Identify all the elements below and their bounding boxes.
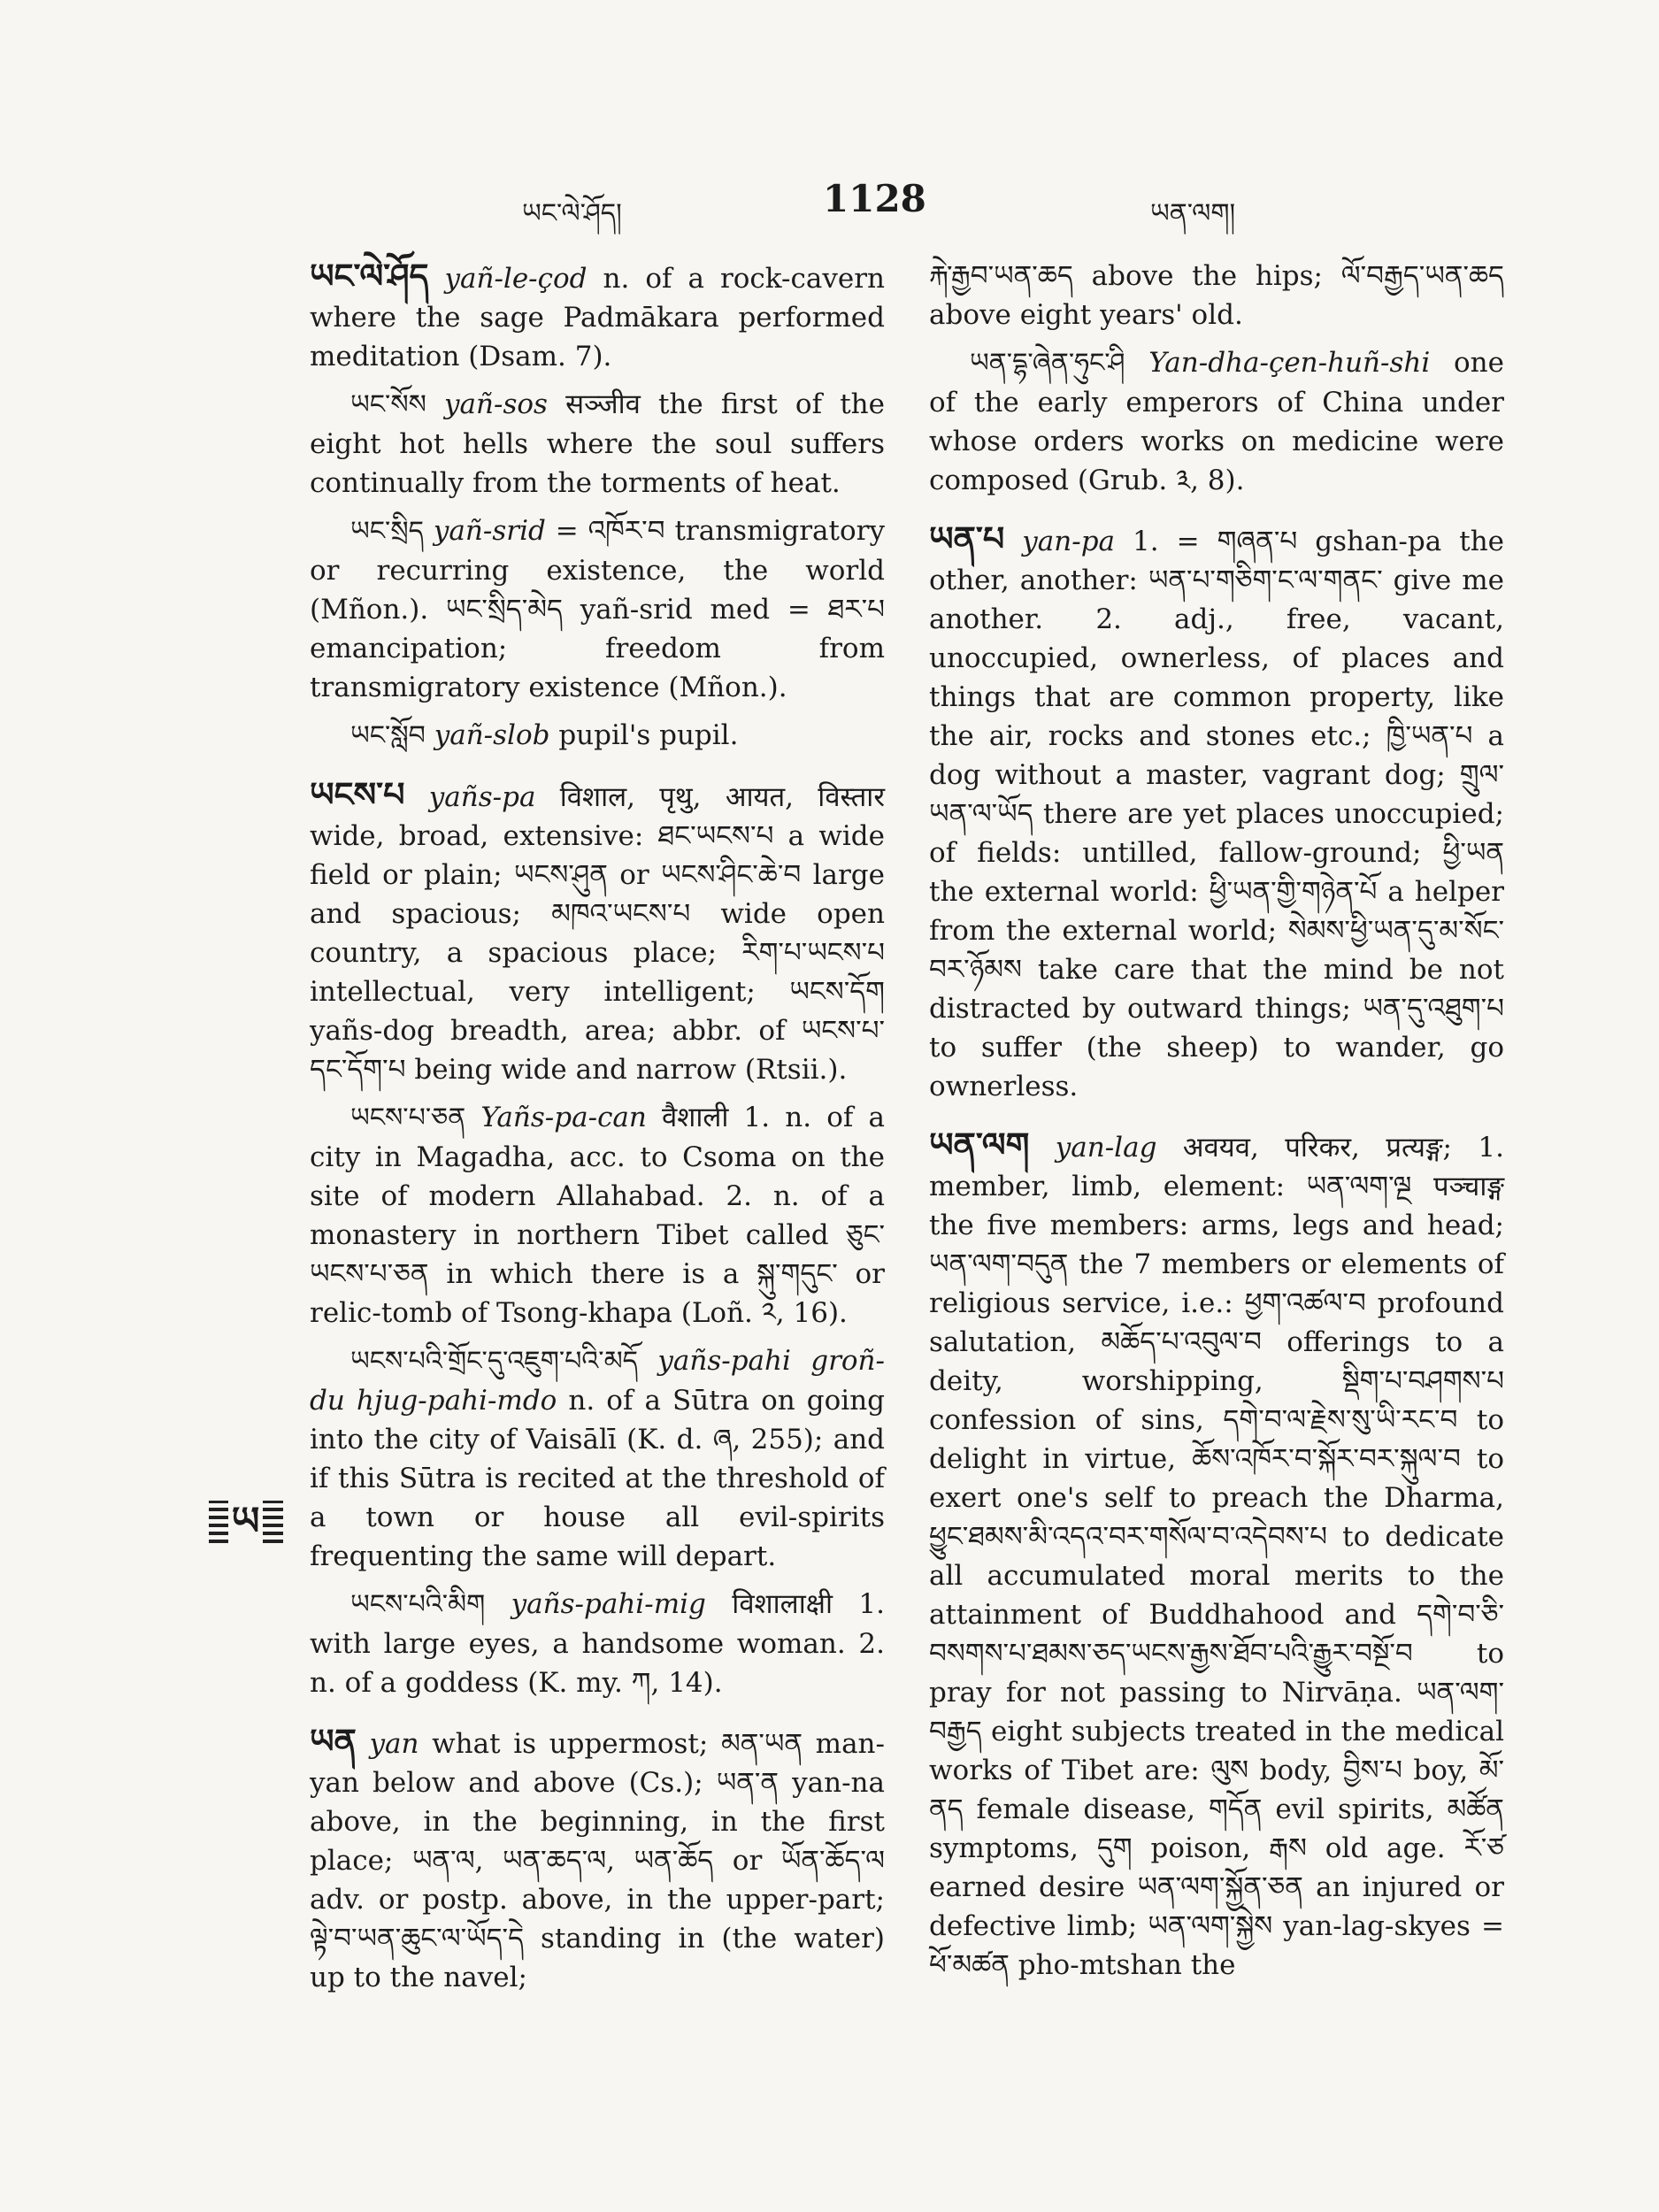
entry-transliteration: yañ-sos [444,388,548,420]
entry-definition: विशालाक्षी 1. with large eyes, a handsome woman. 2. n. of a goddess (K. my. ཀ, 14). [310,1588,885,1699]
entry-headword: ཡན་ལག [929,1125,1030,1164]
entry-transliteration: yañ-srid [433,515,546,547]
dictionary-entry [310,257,885,376]
entry-transliteration: Yañs-pa-can [480,1102,647,1133]
entry-definition: = འཁོར་བ transmigratory or recurring existence, the world (Mñon.). ཡང་སྲིད་མེད yañ-srid med = ཐར་པ emancipation; freedom from transmigratory existence (Mñon.). [310,515,885,703]
entry-headword: ཡན་དྷ་ཞེན་ཧུང་ཤི [970,348,1125,379]
entry-definition: अवयव, परिकर, प्रत्यङ्ग; 1. member, limb, element: ཡན་ལག་ལྔ पञ्चाङ्ग the five members: arms, legs and head; ཡན་ལག་བདུན the 7 members or elements of religious service, i.e.: ཕྱག་འཚལ་བ profound salutation, མཆོད་པ་འབུལ་བ offerings to a deity, worshipping, སྡིག་པ་བཤགས་པ confession of sins, དགེ་བ་ལ་རྗེས་སུ་ཡི་རང་བ to delight in virtue, ཆོས་འཁོར་བ་སྐོར་བར་སྐུལ་བ to exert one's self to preach the Dharma, ཕྱུང་ཐམས་མི་འདའ་བར་གསོལ་བ་འདེབས་པ to dedicate all accumulated moral merits to the attainment of Buddhahood and དགེ་བ་ཅི་བསགས་པ་ཐམས་ཅད་ཡངས་རྒྱས་ཐོབ་པའི་རྒྱུར་བསྔོ་བ to pray for not passing to Nirvāṇa. ཡན་ལག་བརྒྱད eight subjects treated in the medical works of Tibet are: ལུས body, བྱིས་པ boy, མོ་ནད female disease, གདོན evil spirits, མཚོན symptoms, དུག poison, རྒས old age. རོ་ཙ earned desire ཡན་ལག་སྐྱོན་ཅན an injured or defective limb; ཡན་ལག་སྐྱེས yan-lag-skyes = ཕོ་མཚན pho-mtshan the [929,1132,1504,1981]
entry-definition: 1. = གཞན་པ gshan-pa the other, another: ཡན་པ་གཅིག་ང་ལ་གནང་ give me another. 2. adj., free, vacant, unoccupied, ownerless, of places and things that are common property, like the air, rocks and stones etc.; ཁྱི་ཡན་པ a dog without a master, vagrant dog; གྲུལ་ཡན་ལ་ཡོད there are yet places unoccupied; of fields: untilled, fallow-ground; ཕྱི་ཡན the external world: ཕྱི་ཡན་གྱི་གཉེན་པོ a helper from the external world; སེམས་ཕྱི་ཡན་དུ་མ་སོང་བར་ཉོམས take care that the mind be not distracted by outward things; ཡན་དུ་འཐུག་པ to suffer (the sheep) to wander, go ownerless. [929,526,1505,1102]
dictionary-entry [929,519,1504,1106]
entry-headword: ཡང་སོས [350,389,426,420]
entry-transliteration: yañ-le-çod [444,263,588,295]
entry-headword: ཡན [310,1721,357,1761]
entry-headword: ཡངས་པའི་མིག [350,1589,486,1620]
page-header [0,177,1659,230]
entry-headword: ཡང་སྲིད [350,516,424,547]
margin-letter-marker [204,1495,288,1548]
entry-headword: ཡན་པ [929,518,1005,558]
entry-transliteration: yañs-pa [428,781,536,813]
entry-definition: pupil's pupil. [549,719,739,751]
entry-transliteration: yan [369,1728,419,1760]
entry-headword: ཡང་ལེ་ཤོད [310,256,429,296]
entry-headword: ཡངས་པ [310,774,405,814]
dictionary-entry [310,1098,885,1333]
entry-definition: सञ्जीव the first of the eight hot hells where the soul suffers continually from the torments of heat. [310,388,885,499]
dictionary-entry [310,511,885,707]
dictionary-entry [929,1125,1504,1985]
entry-transliteration: yan-lag [1055,1132,1157,1164]
header-right-headword: ཡན་ལག། [1150,198,1236,229]
entry-transliteration: yan-pa [1022,526,1116,557]
dictionary-entry [929,257,1504,334]
entry-definition: विशाल, पृथु, आयत, विस्तार wide, broad, extensive: ཐང་ཡངས་པ a wide field or plain; ཡངས་ཤུན or ཡངས་ཤིང་ཆེ་བ large and spacious; མཁའ་ཡངས་པ wide open country, a spacious place; རིག་པ་ཡངས་པ intellectual, very intelligent; ཡངས་དོག yañs-dog breadth, area; abbr. of ཡངས་པ་དང་དོག་པ being wide and narrow (Rtsii.). [310,781,885,1086]
entry-definition: n. of a Sūtra on going into the city of Vaisālī (K. d. ཞ, 255); and if this Sūtra is recited at the threshold of a town or house all evil-spirits frequenting the same will depart. [310,1385,885,1572]
dictionary-entry [310,716,885,756]
entry-definition: རྐེ་རྒྱབ་ཡན་ཆད above the hips; ལོ་བརྒྱད་ཡན་ཆད above eight years' old. [929,260,1504,331]
entry-definition: वैशाली 1. n. of a city in Magadha, acc. to Csoma on the site of modern Allahabad. 2. n. of a monastery in northern Tibet called ཅུང་ཡངས་པ་ཅན in which there is a སྐུ་གདུང་ or relic-tomb of Tsong-khapa (Loñ. ༢, 16). [310,1102,885,1329]
entry-definition: one of the early emperors of China under whose orders works on medicine were composed (Grub. ༣, 8). [929,347,1504,496]
entry-headword: ཡངས་པའི་གྲོང་དུ་འཇུག་པའི་མདོ [350,1346,639,1377]
dictionary-entry [929,343,1504,500]
entry-transliteration: yañs-pahi groñ-du hjug-pahi-mdo [310,1345,885,1417]
marker-lines-icon [209,1501,283,1543]
marker-letter: ཡ [228,1501,264,1543]
entry-transliteration: Yan-dha-çen-huñ-shi [1148,347,1431,379]
entry-headword: ཡངས་པ་ཅན [350,1102,466,1133]
entry-definition: n. of a rock-cavern where the sage Padmākara performed meditation (Dsam. 7). [310,263,885,373]
dictionary-entry [310,1585,885,1702]
entry-transliteration: yañ-slob [434,719,550,751]
dictionary-entry [310,385,885,503]
entry-transliteration: yañs-pahi-mig [511,1588,706,1620]
dictionary-entry [310,1722,885,1997]
left-column [310,257,885,2006]
page-number: 1128 [823,177,926,220]
dictionary-entry [310,1341,885,1576]
right-column [929,257,1504,1993]
dictionary-entry [310,775,885,1089]
entry-definition: what is uppermost; མན་ཡན man-yan below and above (Cs.); ཡན་ན yan-na above, in the beginning, in the first place; ཡན་ལ, ཡན་ཆད་ལ, ཡན་ཆོད or ཡོན་ཆོད་ལ adv. or postp. above, in the upper-part; ལྟེ་བ་ཡན་ཆུང་ལ་ཡོད་དེ standing in (the water) up to the navel; [310,1728,885,1993]
header-left-headword: ཡང་ལེ་ཤོད། [522,198,622,229]
entry-headword: ཡང་སློབ [350,720,426,751]
